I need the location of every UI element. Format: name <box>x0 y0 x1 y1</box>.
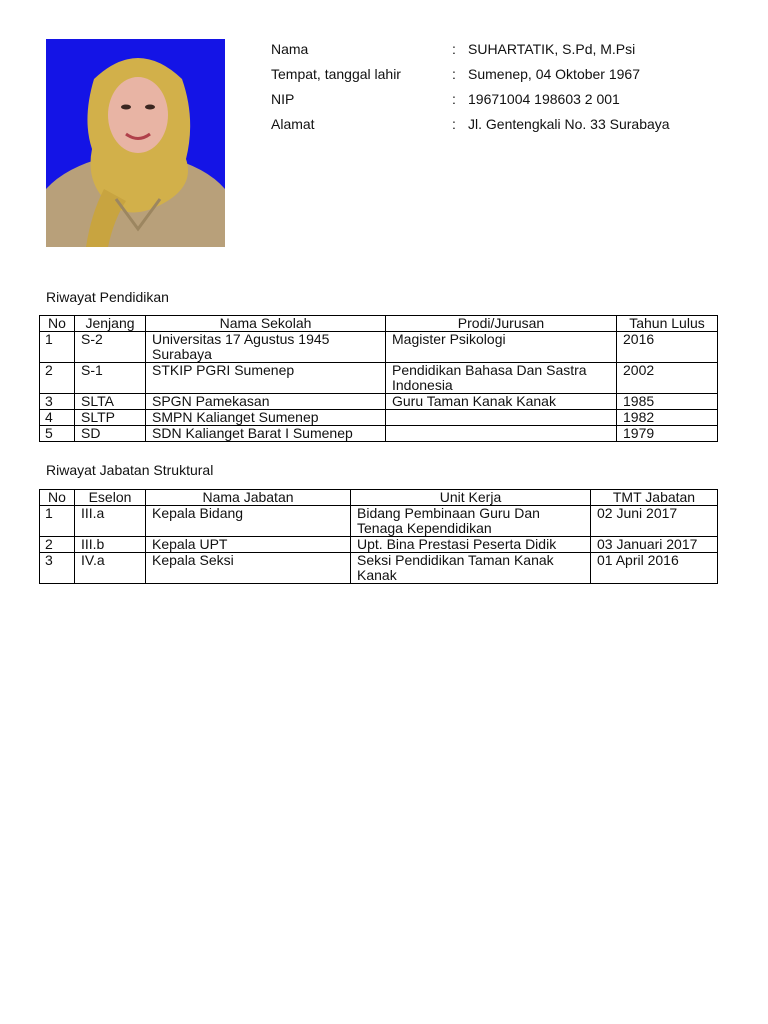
bio-colon: : <box>452 90 456 107</box>
table-row <box>40 363 718 394</box>
table-cell: 1985 <box>617 394 718 410</box>
table-cell: 01 April 2016 <box>591 553 718 584</box>
table-header-row <box>40 316 718 332</box>
positions-table <box>39 489 718 584</box>
positions-section-title: Riwayat Jabatan Struktural <box>46 462 214 478</box>
bio-label: Nama <box>271 40 309 57</box>
table-cell: III.a <box>75 506 146 537</box>
table-cell <box>386 426 617 442</box>
column-header-grad-year: Tahun Lulus <box>617 316 718 332</box>
bio-value-nip: 19671004 198603 2 001 <box>468 90 620 107</box>
table-cell <box>386 410 617 426</box>
table-cell: 1979 <box>617 426 718 442</box>
table-header-row <box>40 490 718 506</box>
bio-row-name <box>271 36 741 61</box>
table-cell: 4 <box>40 410 75 426</box>
table-cell: 2016 <box>617 332 718 363</box>
table-cell: 1 <box>40 332 75 363</box>
bio-row-birth <box>271 61 741 86</box>
bio-value-name: SUHARTATIK, S.Pd, M.Psi <box>468 40 636 57</box>
column-header-level: Jenjang <box>75 316 146 332</box>
bio-row-address <box>271 111 741 136</box>
table-cell: SMPN Kalianget Sumenep <box>146 410 386 426</box>
column-header-position: Nama Jabatan <box>146 490 351 506</box>
table-cell: 3 <box>40 553 75 584</box>
column-header-tmt: TMT Jabatan <box>591 490 718 506</box>
table-cell: 1 <box>40 506 75 537</box>
table-cell: 02 Juni 2017 <box>591 506 718 537</box>
column-header-echelon: Eselon <box>75 490 146 506</box>
table-row <box>40 553 718 584</box>
column-header-major: Prodi/Jurusan <box>386 316 617 332</box>
table-row <box>40 506 718 537</box>
table-cell: SPGN Pamekasan <box>146 394 386 410</box>
education-table <box>39 315 718 442</box>
table-cell: 03 Januari 2017 <box>591 537 718 553</box>
column-header-no: No <box>40 316 75 332</box>
table-cell: S-2 <box>75 332 146 363</box>
bio-label: NIP <box>271 90 295 107</box>
education-section-title: Riwayat Pendidikan <box>46 289 169 305</box>
table-cell: Magister Psikologi <box>386 332 617 363</box>
table-cell: IV.a <box>75 553 146 584</box>
bio-info <box>271 36 741 136</box>
bio-value-birth: Sumenep, 04 Oktober 1967 <box>468 65 641 82</box>
column-header-no: No <box>40 490 75 506</box>
table-cell: 2 <box>40 363 75 394</box>
table-cell: Upt. Bina Prestasi Peserta Didik <box>351 537 591 553</box>
table-cell: Kepala UPT <box>146 537 351 553</box>
table-cell: Kepala Seksi <box>146 553 351 584</box>
table-row <box>40 426 718 442</box>
table-cell: Guru Taman Kanak Kanak <box>386 394 617 410</box>
bio-label: Alamat <box>271 115 315 132</box>
table-cell: STKIP PGRI Sumenep <box>146 363 386 394</box>
bio-colon: : <box>452 115 456 132</box>
bio-colon: : <box>452 40 456 57</box>
column-header-school: Nama Sekolah <box>146 316 386 332</box>
table-cell: 2 <box>40 537 75 553</box>
column-header-work-unit: Unit Kerja <box>351 490 591 506</box>
table-cell: Bidang Pembinaan Guru Dan Tenaga Kependidikan <box>351 506 591 537</box>
table-cell: 3 <box>40 394 75 410</box>
profile-photo <box>46 39 225 247</box>
table-cell: SLTP <box>75 410 146 426</box>
bio-label: Tempat, tanggal lahir <box>271 65 401 82</box>
bio-colon: : <box>452 65 456 82</box>
table-row <box>40 332 718 363</box>
table-cell: Pendidikan Bahasa Dan Sastra Indonesia <box>386 363 617 394</box>
table-cell: SLTA <box>75 394 146 410</box>
table-cell: III.b <box>75 537 146 553</box>
table-row <box>40 410 718 426</box>
table-row <box>40 394 718 410</box>
table-cell: Kepala Bidang <box>146 506 351 537</box>
table-cell: 1982 <box>617 410 718 426</box>
table-cell: 5 <box>40 426 75 442</box>
table-cell: SDN Kalianget Barat I Sumenep <box>146 426 386 442</box>
table-cell: S-1 <box>75 363 146 394</box>
bio-row-nip <box>271 86 741 111</box>
table-cell: Seksi Pendidikan Taman Kanak Kanak <box>351 553 591 584</box>
table-row <box>40 537 718 553</box>
table-cell: 2002 <box>617 363 718 394</box>
bio-value-address: Jl. Gentengkali No. 33 Surabaya <box>468 115 670 132</box>
table-cell: SD <box>75 426 146 442</box>
table-cell: Universitas 17 Agustus 1945 Surabaya <box>146 332 386 363</box>
